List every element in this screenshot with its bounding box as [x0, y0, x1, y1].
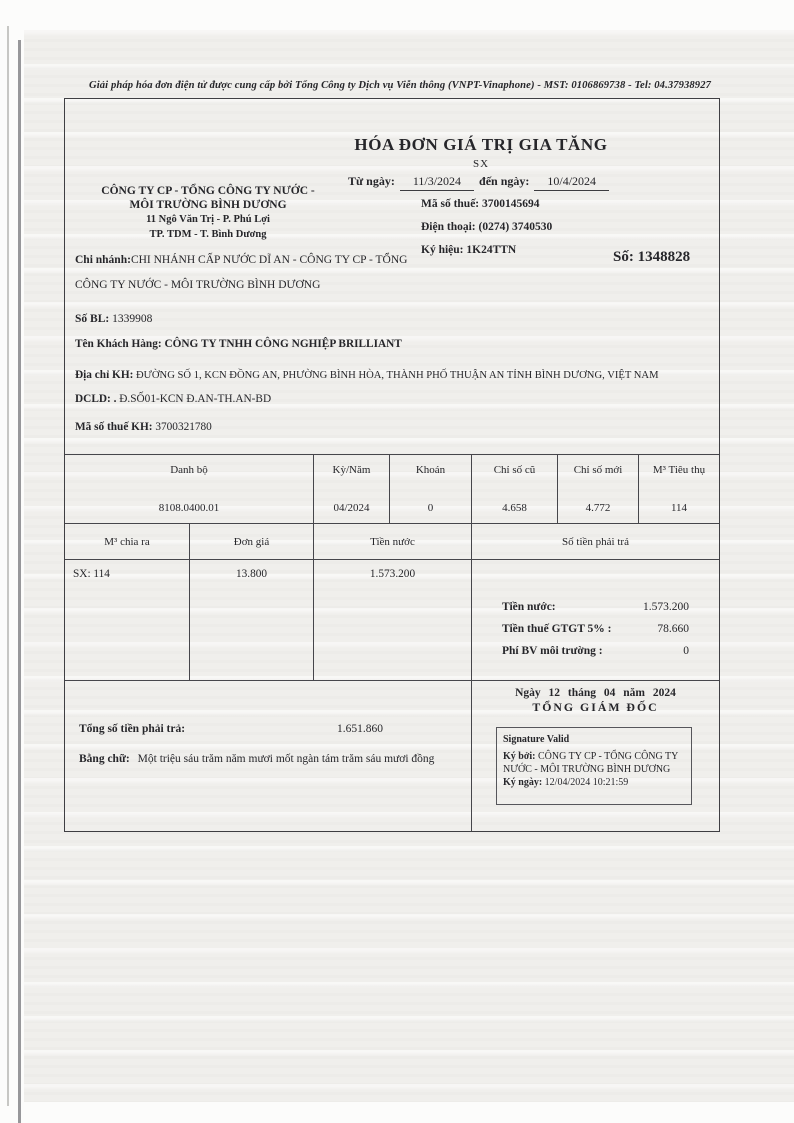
signed-by-label: Ký bởi:	[503, 751, 536, 762]
column-header: Khoán	[415, 464, 446, 476]
charge-col-sotien: Số tiền phải trả	[471, 524, 719, 560]
provider-disclaimer: Giải pháp hóa đơn điện tử được cung cấp bởi Tổng Công ty Dịch vụ Viễn thông (VNPT-Vinaphone) - MST: 0106869738 - Tel: 04.37938927	[88, 80, 712, 91]
customer-tax-line	[75, 421, 212, 433]
customer-name-label: Tên Khách Hàng:	[75, 338, 162, 350]
cell-value: 04/2024	[333, 502, 370, 514]
from-date-label: Từ ngày:	[347, 174, 395, 188]
invoice-title-block	[286, 135, 676, 191]
amount-in-words-label: Bằng chữ:	[79, 753, 130, 765]
from-date-value: 11/3/2024	[400, 174, 474, 191]
charge-table-body	[65, 559, 719, 681]
total-label: Tổng số tiền phải trả:	[79, 723, 186, 735]
meter-col-khoan	[389, 455, 471, 524]
footer-signature-area	[471, 681, 719, 831]
invoice-border-box	[64, 98, 720, 832]
charge-water-amount: 1.573.200	[313, 560, 471, 680]
customer-address: ĐƯỜNG SỐ 1, KCN ĐỒNG AN, PHƯỜNG BÌNH HÒA, THÀNH PHỐ THUẬN AN TỈNH BÌNH DƯƠNG, VIỆT NAM	[136, 370, 659, 381]
summary-water-label: Tiền nước:	[502, 601, 556, 613]
customer-address-label: Địa chỉ KH:	[75, 369, 134, 381]
signed-date-label: Ký ngày:	[503, 777, 543, 788]
billing-period	[286, 174, 676, 191]
customer-dcld-line	[75, 393, 271, 405]
amount-in-words: Một triệu sáu trăm năm mươi mốt ngàn tám trăm sáu mươi đồng	[137, 753, 435, 765]
seller-tax-row	[421, 198, 711, 210]
signed-date-line	[503, 776, 685, 789]
customer-name-line	[75, 338, 402, 350]
branch-name: CHI NHÁNH CẤP NƯỚC DĨ AN - CÔNG TY CP - TỔNG CÔNG TY NƯỚC - MÔI TRƯỜNG BÌNH DƯƠNG	[75, 254, 408, 291]
to-date-value: 10/4/2024	[534, 174, 609, 191]
cell-value: 4.772	[585, 502, 611, 514]
signed-date-value: 12/04/2024 10:21:59	[544, 777, 629, 788]
to-date-label: đến ngày:	[479, 174, 530, 188]
meter-col-kynam	[313, 455, 389, 524]
seller-name-line1: CÔNG TY CP - TỔNG CÔNG TY NƯỚC -	[101, 185, 315, 197]
invoice-number-value: 1348828	[637, 249, 691, 265]
summary-row-envfee	[502, 640, 689, 662]
seller-address-line2: TP. TDM - T. Bình Dương	[149, 228, 267, 240]
invoice-serial-label: Ký hiệu:	[421, 244, 464, 256]
customer-tax-code: 3700321780	[155, 421, 212, 433]
signature-date-line: Ngày 12 tháng 04 năm 2024	[515, 687, 676, 699]
invoice-number-label: Số:	[613, 249, 634, 265]
column-header: Chỉ số mới	[573, 464, 623, 476]
signature-valid-text: Signature Valid	[503, 734, 570, 745]
scan-edge-artifact-line-dark	[18, 40, 21, 1123]
signed-by-name: CÔNG TY CP - TỔNG CÔNG TY NƯỚC - MÔI TRƯỜNG BÌNH DƯƠNG	[503, 751, 679, 775]
seller-tax-label: Mã số thuế:	[421, 198, 480, 210]
seller-block	[83, 185, 333, 241]
charge-unitprice-value: 13.800	[189, 560, 313, 680]
customer-dcld-label: DCLD: .	[75, 393, 117, 405]
invoice-serial: 1K24TTN	[466, 244, 517, 256]
charge-col-chiara: M³ chia ra	[104, 536, 150, 548]
customer-name: CÔNG TY TNHH CÔNG NGHIỆP BRILLIANT	[164, 338, 402, 350]
column-header: Kỳ/Năm	[332, 464, 371, 476]
meter-col-tieuthu	[638, 455, 719, 524]
summary-envfee-label: Phí BV môi trường :	[502, 645, 603, 657]
meter-col-danhbo	[65, 455, 313, 524]
charge-col-tiennuoc: Tiền nước	[313, 524, 471, 560]
meter-col-chisomoi	[557, 455, 638, 524]
branch-line	[75, 248, 433, 298]
seller-phone-row	[421, 221, 711, 233]
meter-col-chisocu	[471, 455, 557, 524]
seller-phone: (0274) 3740530	[478, 221, 553, 233]
invoice-title: HÓA ĐƠN GIÁ TRỊ GIA TĂNG	[354, 135, 608, 154]
column-header: Chỉ số cũ	[493, 464, 536, 476]
branch-label: Chi nhánh:	[75, 254, 131, 266]
customer-dcld: Đ.SỐ01-KCN Đ.AN-TH.AN-BD	[119, 393, 272, 405]
bl-number: 1339908	[112, 313, 153, 325]
footer-total-area	[65, 681, 471, 831]
invoice-number	[613, 249, 690, 266]
charge-summary-cell	[471, 560, 719, 680]
customer-address-line	[75, 368, 717, 383]
column-header: M³ Tiêu thụ	[652, 464, 706, 476]
meter-reading-table	[65, 454, 719, 524]
summary-vat-label: Tiền thuế GTGT 5% :	[502, 623, 612, 635]
seller-phone-label: Điện thoại:	[421, 221, 476, 233]
seller-address-line1: 11 Ngô Văn Trị - P. Phú Lợi	[146, 214, 270, 225]
seller-tax-code: 3700145694	[482, 198, 540, 210]
amount-summary	[472, 596, 719, 662]
summary-vat-value: 78.660	[657, 623, 689, 635]
seller-name-line2: MÔI TRƯỜNG BÌNH DƯƠNG	[129, 198, 287, 211]
column-header: Danh bộ	[170, 464, 208, 476]
charge-volume-value: SX: 114	[73, 568, 110, 580]
signed-by-line	[503, 750, 685, 776]
customer-tax-label: Mã số thuế KH:	[75, 421, 153, 433]
invoice-footer-section	[65, 681, 719, 831]
cell-value: 114	[670, 502, 688, 514]
cell-value: 4.658	[502, 502, 527, 514]
cell-value: 0	[427, 502, 434, 514]
summary-row-water	[502, 596, 689, 618]
bl-number-line	[75, 313, 152, 325]
charge-table-header	[65, 523, 719, 560]
charge-col-dongia: Đơn giá	[189, 524, 313, 560]
summary-row-vat	[502, 618, 689, 640]
cell-value: 8108.0400.01	[158, 502, 220, 514]
digital-signature-box	[496, 727, 692, 805]
summary-water-value: 1.573.200	[643, 601, 689, 613]
director-title: TỔNG GIÁM ĐỐC	[532, 700, 659, 714]
bl-label: Số BL:	[75, 313, 110, 325]
summary-envfee-value: 0	[683, 645, 689, 657]
amount-in-words-line	[79, 753, 459, 765]
total-value: 1.651.860	[337, 723, 383, 735]
invoice-subtitle: SX	[472, 158, 490, 170]
scan-edge-artifact-line	[7, 26, 9, 1106]
